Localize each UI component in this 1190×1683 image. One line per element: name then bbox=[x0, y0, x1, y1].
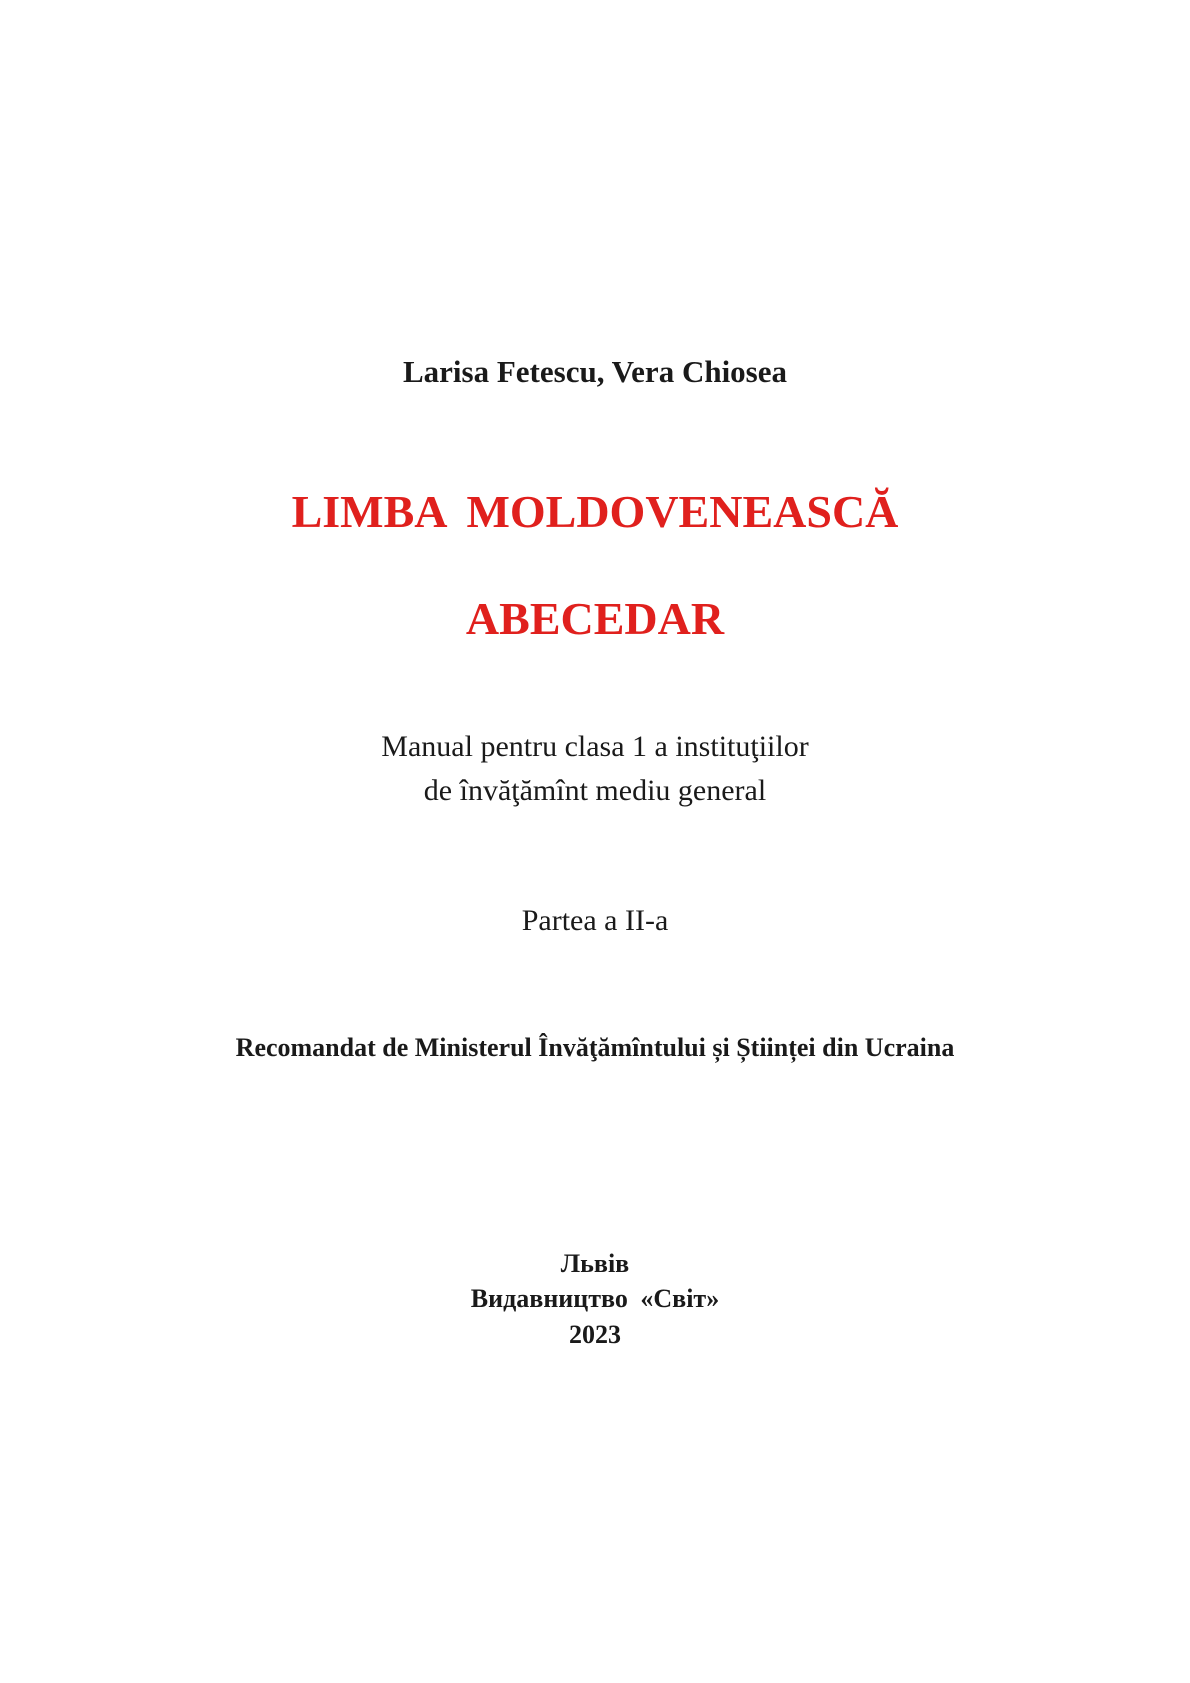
imprint-city: Львів bbox=[560, 1249, 630, 1278]
imprint-publisher: Видавництво «Світ» bbox=[470, 1284, 720, 1313]
book-description-line-1: Manual pentru clasa 1 a instituţiilor bbox=[381, 730, 809, 763]
book-title: LIMBA MOLDOVENEASCĂ bbox=[291, 486, 899, 537]
ministry-recommendation: Recomandat de Ministerul Învăţămîntului și Științei din Ucraina bbox=[235, 1033, 955, 1062]
book-subtitle: ABECEDAR bbox=[465, 593, 725, 644]
book-description-line-2: de învăţămînt mediu general bbox=[423, 774, 767, 807]
imprint-year: 2023 bbox=[569, 1320, 621, 1349]
book-part: Partea a II-a bbox=[521, 904, 669, 937]
book-authors: Larisa Fetescu, Vera Chiosea bbox=[402, 354, 788, 389]
